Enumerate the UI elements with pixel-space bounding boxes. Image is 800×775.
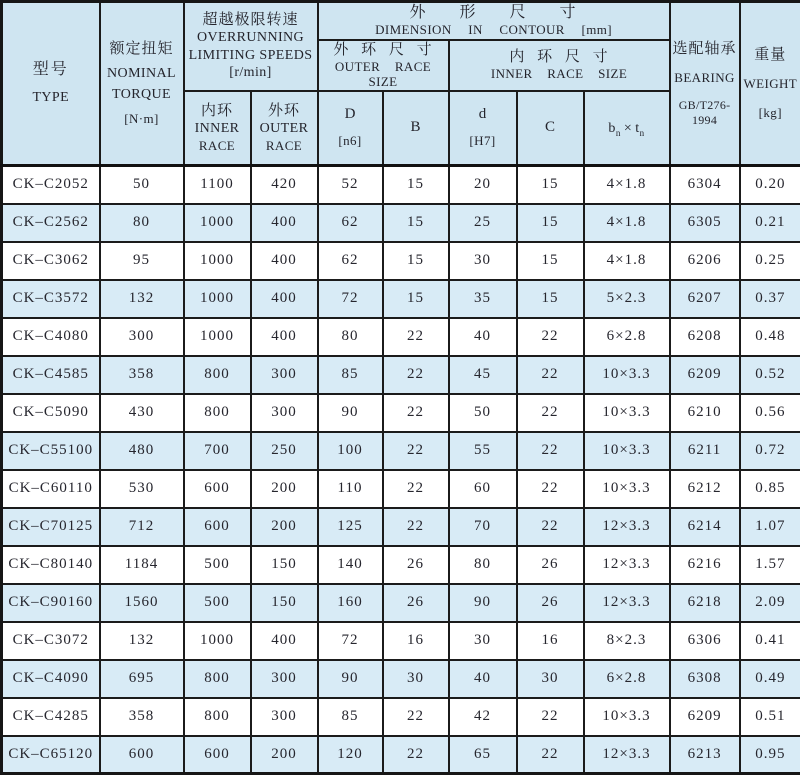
cell-keyway-bt: 4×1.8: [584, 166, 670, 204]
cell-outer-race-D: 125: [318, 508, 383, 546]
cell-weight: 0.37: [740, 280, 800, 318]
cell-type: CK–C80140: [2, 546, 100, 584]
cell-nominal-torque: 712: [100, 508, 184, 546]
cell-outer-race-B: 15: [383, 166, 449, 204]
cell-keyway-bt: 12×3.3: [584, 736, 670, 774]
cell-inner-race-C: 15: [517, 166, 584, 204]
table-row: [2, 204, 800, 242]
cell-inner-race-d: 35: [449, 280, 517, 318]
cell-outer-race-D: 80: [318, 318, 383, 356]
cell-weight: 0.72: [740, 432, 800, 470]
cell-weight: 1.57: [740, 546, 800, 584]
cell-bearing: 6209: [670, 698, 740, 736]
bearing-label-en: BEARING: [671, 70, 739, 86]
col-header-weight: [740, 2, 800, 166]
cell-inner-race-speed: 1000: [184, 204, 251, 242]
col-header-outer-race-size: [318, 40, 449, 91]
d-symbol: d: [450, 106, 516, 123]
cell-bearing: 6305: [670, 204, 740, 242]
weight-label-zh: 重量: [741, 46, 800, 64]
cell-keyway-bt: 5×2.3: [584, 280, 670, 318]
cell-outer-race-B: 15: [383, 204, 449, 242]
table-body: [2, 166, 800, 774]
cell-outer-race-D: 85: [318, 698, 383, 736]
cell-outer-race-speed: 400: [251, 318, 318, 356]
cell-weight: 0.52: [740, 356, 800, 394]
cell-inner-race-d: 50: [449, 394, 517, 432]
cell-bearing: 6210: [670, 394, 740, 432]
overrunning-label-zh: 超越极限转速: [185, 11, 317, 29]
cell-outer-race-B: 15: [383, 280, 449, 318]
cell-outer-race-speed: 420: [251, 166, 318, 204]
cell-keyway-bt: 10×3.3: [584, 470, 670, 508]
cell-nominal-torque: 430: [100, 394, 184, 432]
cell-outer-race-B: 26: [383, 584, 449, 622]
cell-outer-race-D: 90: [318, 394, 383, 432]
cell-keyway-bt: 10×3.3: [584, 356, 670, 394]
table-row: [2, 166, 800, 204]
dimension-label-zh: 外 形 尺 寸: [319, 4, 669, 22]
C-symbol: C: [518, 119, 583, 136]
cell-inner-race-d: 90: [449, 584, 517, 622]
cell-bearing: 6304: [670, 166, 740, 204]
cell-weight: 0.49: [740, 660, 800, 698]
cell-keyway-bt: 6×2.8: [584, 318, 670, 356]
cell-inner-race-C: 22: [517, 318, 584, 356]
torque-unit: [N·m]: [101, 111, 183, 127]
cell-bearing: 6212: [670, 470, 740, 508]
cell-type: CK–C65120: [2, 736, 100, 774]
cell-nominal-torque: 132: [100, 280, 184, 318]
cell-inner-race-d: 20: [449, 166, 517, 204]
cell-keyway-bt: 10×3.3: [584, 698, 670, 736]
table-row: [2, 584, 800, 622]
col-header-D: [318, 91, 383, 166]
cell-inner-race-speed: 1100: [184, 166, 251, 204]
cell-outer-race-speed: 400: [251, 242, 318, 280]
cell-keyway-bt: 12×3.3: [584, 584, 670, 622]
cell-outer-race-speed: 200: [251, 736, 318, 774]
cell-bearing: 6216: [670, 546, 740, 584]
cell-inner-race-d: 70: [449, 508, 517, 546]
col-header-inner-race-size: [449, 40, 670, 91]
table-row: [2, 394, 800, 432]
col-header-overrunning: [184, 2, 318, 91]
cell-type: CK–C3062: [2, 242, 100, 280]
cell-outer-race-B: 22: [383, 318, 449, 356]
cell-type: CK–C55100: [2, 432, 100, 470]
weight-unit: [kg]: [741, 105, 800, 121]
cell-inner-race-speed: 500: [184, 584, 251, 622]
cell-outer-race-B: 22: [383, 394, 449, 432]
cell-nominal-torque: 530: [100, 470, 184, 508]
cell-inner-race-speed: 1000: [184, 318, 251, 356]
col-header-outer-race: [251, 91, 318, 166]
table-row: [2, 280, 800, 318]
dimension-label-en: DIMENSION IN CONTOUR [mm]: [319, 22, 669, 38]
cell-type: CK–C70125: [2, 508, 100, 546]
cell-nominal-torque: 132: [100, 622, 184, 660]
cell-outer-race-D: 100: [318, 432, 383, 470]
D-tolerance: [n6]: [319, 133, 382, 149]
overrunning-label-en1: OVERRUNNING: [185, 29, 317, 47]
bt-formula: $b_n \times t_n$: [608, 121, 644, 136]
col-header-bearing: [670, 2, 740, 166]
cell-keyway-bt: 10×3.3: [584, 432, 670, 470]
cell-outer-race-B: 26: [383, 546, 449, 584]
cell-outer-race-D: 85: [318, 356, 383, 394]
cell-bearing: 6206: [670, 242, 740, 280]
cell-inner-race-C: 30: [517, 660, 584, 698]
cell-outer-race-speed: 150: [251, 546, 318, 584]
cell-type: CK–C2562: [2, 204, 100, 242]
table-row: [2, 470, 800, 508]
cell-outer-race-speed: 300: [251, 660, 318, 698]
cell-bearing: 6211: [670, 432, 740, 470]
cell-nominal-torque: 1560: [100, 584, 184, 622]
cell-outer-race-D: 72: [318, 280, 383, 318]
cell-keyway-bt: 6×2.8: [584, 660, 670, 698]
cell-inner-race-d: 42: [449, 698, 517, 736]
cell-outer-race-D: 160: [318, 584, 383, 622]
cell-inner-race-speed: 1000: [184, 622, 251, 660]
cell-weight: 0.51: [740, 698, 800, 736]
cell-inner-race-C: 26: [517, 584, 584, 622]
cell-bearing: 6306: [670, 622, 740, 660]
torque-label-en2: TORQUE: [101, 86, 183, 104]
cell-type: CK–C60110: [2, 470, 100, 508]
table-header: [2, 2, 800, 166]
cell-inner-race-speed: 800: [184, 356, 251, 394]
cell-weight: 0.20: [740, 166, 800, 204]
table-row: [2, 508, 800, 546]
cell-inner-race-C: 22: [517, 470, 584, 508]
cell-outer-race-B: 22: [383, 470, 449, 508]
cell-inner-race-d: 40: [449, 660, 517, 698]
cell-weight: 0.41: [740, 622, 800, 660]
cell-outer-race-B: 16: [383, 622, 449, 660]
cell-nominal-torque: 600: [100, 736, 184, 774]
torque-label-zh: 额定扭矩: [101, 40, 183, 58]
cell-nominal-torque: 358: [100, 698, 184, 736]
col-header-d: [449, 91, 517, 166]
col-header-C: [517, 91, 584, 166]
cell-weight: 0.95: [740, 736, 800, 774]
D-symbol: D: [319, 106, 382, 123]
table-row: [2, 622, 800, 660]
inner-race-label-en1: INNER: [185, 120, 250, 138]
outer-size-label-zh: 外 环 尺 寸: [319, 41, 448, 59]
cell-inner-race-speed: 600: [184, 470, 251, 508]
outer-race-label-zh: 外环: [252, 102, 317, 120]
cell-outer-race-D: 72: [318, 622, 383, 660]
cell-inner-race-speed: 500: [184, 546, 251, 584]
cell-outer-race-D: 62: [318, 204, 383, 242]
cell-inner-race-speed: 800: [184, 698, 251, 736]
cell-inner-race-d: 30: [449, 242, 517, 280]
cell-type: CK–C3072: [2, 622, 100, 660]
cell-bearing: 6209: [670, 356, 740, 394]
cell-outer-race-D: 90: [318, 660, 383, 698]
cell-inner-race-speed: 800: [184, 660, 251, 698]
cell-inner-race-C: 22: [517, 394, 584, 432]
type-label-zh: 型号: [3, 60, 99, 79]
cell-outer-race-B: 22: [383, 356, 449, 394]
inner-size-label-zh: 内 环 尺 寸: [450, 48, 669, 66]
table-row: [2, 356, 800, 394]
cell-nominal-torque: 358: [100, 356, 184, 394]
cell-type: CK–C90160: [2, 584, 100, 622]
col-header-B: [383, 91, 449, 166]
col-header-inner-race: [184, 91, 251, 166]
cell-weight: 2.09: [740, 584, 800, 622]
cell-outer-race-D: 110: [318, 470, 383, 508]
cell-outer-race-B: 22: [383, 736, 449, 774]
cell-inner-race-speed: 700: [184, 432, 251, 470]
outer-race-label-en1: OUTER: [252, 120, 317, 138]
table-row: [2, 242, 800, 280]
cell-outer-race-D: 120: [318, 736, 383, 774]
cell-keyway-bt: 10×3.3: [584, 394, 670, 432]
cell-type: CK–C4285: [2, 698, 100, 736]
col-header-keyway-bt: [584, 91, 670, 166]
cell-outer-race-B: 22: [383, 432, 449, 470]
cell-keyway-bt: 4×1.8: [584, 204, 670, 242]
d-tolerance: [H7]: [450, 133, 516, 149]
inner-race-label-en2: RACE: [185, 138, 250, 154]
cell-outer-race-D: 52: [318, 166, 383, 204]
overrunning-label-en2: LIMITING SPEEDS: [185, 47, 317, 65]
cell-nominal-torque: 480: [100, 432, 184, 470]
cell-outer-race-speed: 300: [251, 356, 318, 394]
cell-weight: 0.48: [740, 318, 800, 356]
torque-label-en1: NOMINAL: [101, 65, 183, 83]
cell-inner-race-C: 22: [517, 356, 584, 394]
cell-inner-race-d: 80: [449, 546, 517, 584]
cell-outer-race-D: 140: [318, 546, 383, 584]
cell-type: CK–C3572: [2, 280, 100, 318]
cell-nominal-torque: 50: [100, 166, 184, 204]
table-row: [2, 736, 800, 774]
table-row: [2, 660, 800, 698]
cell-inner-race-speed: 800: [184, 394, 251, 432]
cell-outer-race-speed: 400: [251, 280, 318, 318]
table-row: [2, 698, 800, 736]
B-symbol: B: [384, 119, 448, 136]
type-label-en: TYPE: [3, 89, 99, 107]
cell-outer-race-speed: 250: [251, 432, 318, 470]
outer-size-label-en: OUTER RACE SIZE: [319, 59, 448, 90]
cell-inner-race-C: 22: [517, 736, 584, 774]
bearing-standard: GB/T276-1994: [671, 98, 739, 127]
cell-weight: 1.07: [740, 508, 800, 546]
cell-inner-race-d: 45: [449, 356, 517, 394]
cell-bearing: 6214: [670, 508, 740, 546]
outer-race-label-en2: RACE: [252, 138, 317, 154]
col-header-torque: [100, 2, 184, 166]
cell-type: CK–C5090: [2, 394, 100, 432]
cell-outer-race-speed: 400: [251, 204, 318, 242]
cell-inner-race-C: 26: [517, 546, 584, 584]
cell-bearing: 6218: [670, 584, 740, 622]
overrunning-unit: [r/min]: [185, 64, 317, 82]
cell-outer-race-speed: 150: [251, 584, 318, 622]
inner-race-label-zh: 内环: [185, 102, 250, 120]
cell-outer-race-B: 15: [383, 242, 449, 280]
cell-nominal-torque: 300: [100, 318, 184, 356]
cell-inner-race-speed: 1000: [184, 242, 251, 280]
table-row: [2, 318, 800, 356]
cell-inner-race-C: 22: [517, 698, 584, 736]
cell-bearing: 6213: [670, 736, 740, 774]
cell-keyway-bt: 8×2.3: [584, 622, 670, 660]
inner-size-label-en: INNER RACE SIZE: [450, 66, 669, 82]
cell-outer-race-B: 22: [383, 508, 449, 546]
cell-weight: 0.56: [740, 394, 800, 432]
cell-inner-race-C: 15: [517, 280, 584, 318]
cell-inner-race-speed: 1000: [184, 280, 251, 318]
cell-outer-race-speed: 400: [251, 622, 318, 660]
table-row: [2, 432, 800, 470]
cell-type: CK–C4080: [2, 318, 100, 356]
cell-outer-race-D: 62: [318, 242, 383, 280]
cell-outer-race-speed: 300: [251, 698, 318, 736]
cell-type: CK–C4090: [2, 660, 100, 698]
cell-outer-race-B: 30: [383, 660, 449, 698]
cell-inner-race-C: 15: [517, 204, 584, 242]
cell-type: CK–C2052: [2, 166, 100, 204]
cell-inner-race-C: 16: [517, 622, 584, 660]
cell-weight: 0.21: [740, 204, 800, 242]
col-header-dimension: [318, 2, 670, 40]
cell-type: CK–C4585: [2, 356, 100, 394]
cell-inner-race-d: 25: [449, 204, 517, 242]
table-row: [2, 546, 800, 584]
cell-weight: 0.25: [740, 242, 800, 280]
cell-keyway-bt: 12×3.3: [584, 546, 670, 584]
cell-weight: 0.85: [740, 470, 800, 508]
cell-nominal-torque: 95: [100, 242, 184, 280]
bearing-label-zh: 选配轴承: [671, 40, 739, 58]
col-header-type: [2, 2, 100, 166]
cell-inner-race-C: 22: [517, 432, 584, 470]
cell-bearing: 6208: [670, 318, 740, 356]
cell-inner-race-d: 55: [449, 432, 517, 470]
cell-inner-race-d: 60: [449, 470, 517, 508]
cell-inner-race-d: 30: [449, 622, 517, 660]
cell-outer-race-B: 22: [383, 698, 449, 736]
cell-bearing: 6207: [670, 280, 740, 318]
cell-inner-race-speed: 600: [184, 508, 251, 546]
cell-nominal-torque: 695: [100, 660, 184, 698]
cell-nominal-torque: 80: [100, 204, 184, 242]
cell-outer-race-speed: 300: [251, 394, 318, 432]
cell-inner-race-C: 15: [517, 242, 584, 280]
cell-keyway-bt: 4×1.8: [584, 242, 670, 280]
cell-inner-race-d: 65: [449, 736, 517, 774]
weight-label-en: WEIGHT: [741, 76, 800, 92]
cell-inner-race-speed: 600: [184, 736, 251, 774]
cell-outer-race-speed: 200: [251, 470, 318, 508]
cell-keyway-bt: 12×3.3: [584, 508, 670, 546]
cell-outer-race-speed: 200: [251, 508, 318, 546]
cell-bearing: 6308: [670, 660, 740, 698]
cell-inner-race-d: 40: [449, 318, 517, 356]
cell-nominal-torque: 1184: [100, 546, 184, 584]
cell-inner-race-C: 22: [517, 508, 584, 546]
